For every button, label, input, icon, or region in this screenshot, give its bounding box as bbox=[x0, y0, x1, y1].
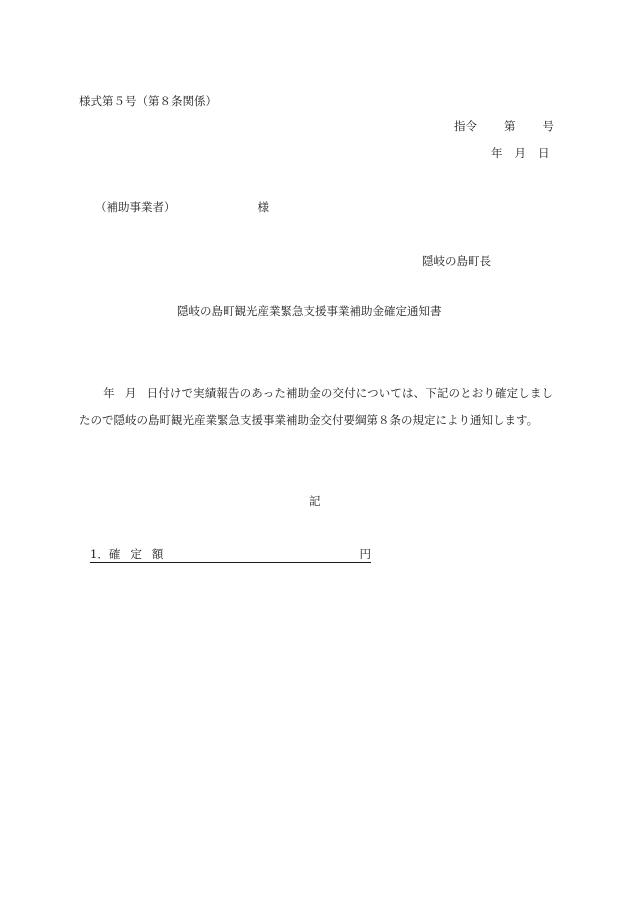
ki-heading: 記 bbox=[309, 494, 321, 508]
issue-prefix: 指令 bbox=[454, 119, 477, 133]
body-text: 日付けで実績報告のあった補助金の交付については、下記のとおり確定しましたので隠岐の島町観光産業緊急支援事業補助金交付要綱第８条の規定により通知します。 bbox=[79, 386, 553, 427]
document-title: 隠岐の島町観光産業緊急支援事業補助金確定通知書 bbox=[177, 304, 442, 318]
date-month: 月 bbox=[514, 146, 526, 160]
issue-date bbox=[491, 148, 550, 160]
body-paragraph bbox=[79, 380, 553, 434]
date-day: 日 bbox=[538, 146, 550, 160]
confirmed-amount-label: 1．確 定 額 bbox=[90, 547, 164, 561]
recipient-honorific: 様 bbox=[257, 200, 269, 214]
issue-dai: 第 bbox=[504, 119, 516, 133]
recipient bbox=[95, 202, 269, 214]
confirmed-amount-line bbox=[90, 549, 371, 563]
issue-go: 号 bbox=[542, 119, 554, 133]
recipient-label: （補助事業者） bbox=[95, 200, 176, 214]
date-year: 年 bbox=[491, 146, 503, 160]
body-year: 年 bbox=[103, 386, 115, 400]
issue-number bbox=[454, 121, 554, 133]
form-number: 様式第５号（第８条関係） bbox=[79, 94, 217, 108]
sender-name: 隠岐の島町長 bbox=[422, 254, 491, 268]
body-month: 月 bbox=[124, 386, 137, 400]
yen-unit: 円 bbox=[359, 547, 371, 561]
